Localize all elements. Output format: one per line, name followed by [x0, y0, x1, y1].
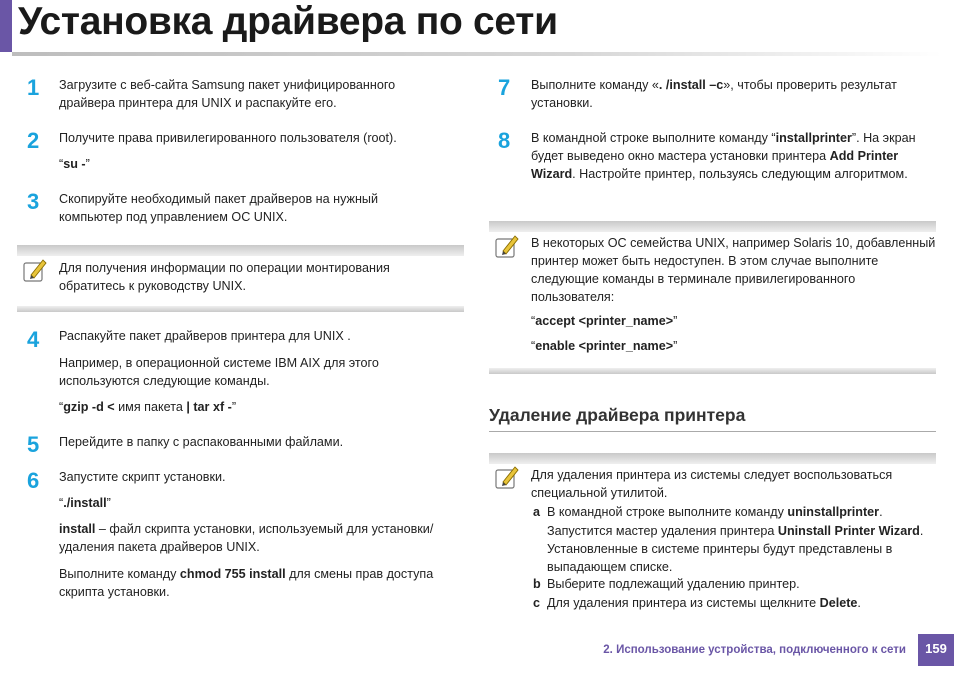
note-2-command-enable: “enable <printer_name>”	[531, 339, 678, 353]
section-divider	[489, 431, 936, 432]
pencil-note-icon	[22, 257, 48, 283]
sub-step-letter-b: b	[533, 577, 541, 591]
sub-step-a-details: Запустится мастер удаления принтера Uninstall Printer Wizard. Установленные в системе принтеры будут представлены в выпадающем списке.	[547, 524, 924, 574]
step-6-text: Запустите скрипт установки.	[59, 470, 226, 484]
step-4-example: Например, в операционной системе IBM AIX для этого используются следующие команды.	[59, 356, 379, 388]
step-number-8: 8	[498, 128, 511, 153]
step-1-text: Загрузите с веб-сайта Samsung пакет унифицированного драйвера принтера для UNIX и распакуйте его.	[59, 78, 396, 110]
step-number-5: 5	[27, 432, 40, 457]
step-number-7: 7	[498, 75, 511, 100]
sub-step-b-text: Выберите подлежащий удалению принтер.	[547, 577, 800, 591]
title-divider	[12, 52, 942, 56]
sub-step-letter-a: a	[533, 505, 541, 519]
pencil-note-icon	[494, 233, 520, 259]
step-2-command: “su -”	[59, 157, 90, 171]
note-2-text: В некоторых ОС семейства UNIX, например Solaris 10, добавленный принтер может быть недоступен. В этом случае выполните следующие команды в терминале привилегированного пользователя:	[531, 236, 936, 304]
step-number-6: 6	[27, 468, 40, 493]
note-bottom-border	[489, 368, 936, 374]
page-number: 159	[918, 634, 954, 666]
pencil-note-icon	[494, 464, 520, 490]
note-top-border	[489, 453, 936, 464]
step-6-command: “./install”	[59, 496, 111, 510]
note-top-border	[489, 221, 936, 232]
step-6-install-description: install – файл скрипта установки, используемый для установки/ удаления пакета драйверов UNIX.	[59, 522, 434, 554]
step-7-text: Выполните команду «. /install –c», чтобы проверить результат установки.	[531, 78, 897, 110]
step-number-3: 3	[27, 189, 40, 214]
step-8-text: В командной строке выполните команду “installprinter”. На экран будет выведено окно мастера установки принтера Add Printer Wizard. Настройте принтер, пользуясь следующим алгоритмом.	[531, 131, 916, 181]
step-3-text: Скопируйте необходимый пакет драйверов на нужный компьютер под управлением ОС UNIX.	[59, 192, 378, 224]
step-number-4: 4	[27, 327, 40, 352]
note-1-text: Для получения информации по операции монтирования обратитесь к руководству UNIX.	[59, 261, 390, 293]
page-title: Установка драйвера по сети	[18, 0, 558, 43]
step-4-command: “gzip -d < имя пакета | tar xf -”	[59, 400, 237, 414]
note-bottom-border	[17, 306, 464, 312]
sub-step-letter-c: c	[533, 596, 541, 610]
title-accent-bar	[0, 0, 12, 52]
note-2-command-accept: “accept <printer_name>”	[531, 314, 678, 328]
note-top-border	[17, 245, 464, 256]
step-4-text: Распакуйте пакет драйверов принтера для UNIX .	[59, 329, 351, 343]
step-2-text: Получите права привилегированного пользователя (root).	[59, 131, 397, 145]
section-heading: Удаление драйвера принтера	[489, 405, 746, 425]
step-number-1: 1	[27, 75, 40, 100]
sub-step-c-text: Для удаления принтера из системы щелкните Delete.	[547, 596, 861, 610]
step-6-chmod-instruction: Выполните команду chmod 755 install для смены прав доступа скрипта установки.	[59, 567, 434, 599]
note-3-text: Для удаления принтера из системы следует воспользоваться специальной утилитой.	[531, 468, 893, 500]
footer-section-title: 2. Использование устройства, подключенного к сети	[603, 644, 906, 656]
step-5-text: Перейдите в папку с распакованными файлами.	[59, 435, 344, 449]
sub-step-a-text: В командной строке выполните команду uninstallprinter.	[547, 505, 883, 519]
step-number-2: 2	[27, 128, 40, 153]
